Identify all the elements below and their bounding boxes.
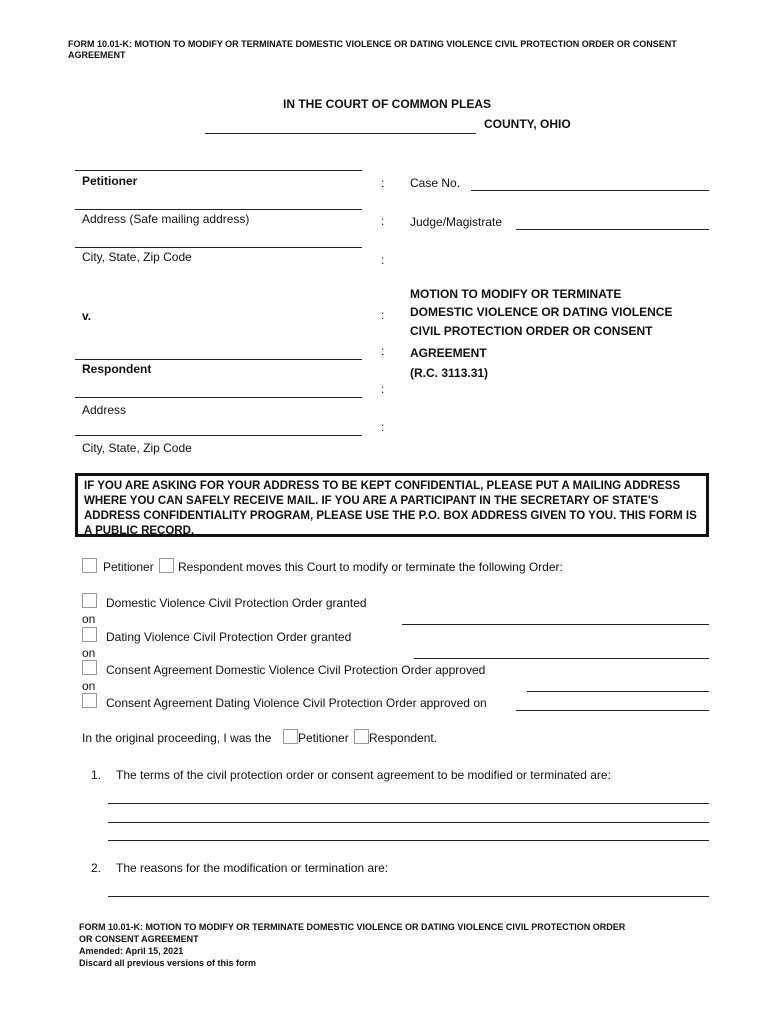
order-on-label: on [82,646,96,660]
motion-title-line5: (R.C. 3113.31) [410,366,489,380]
petitioner-address-line[interactable] [75,209,362,210]
order-dv-cpo-date-line[interactable] [402,624,709,625]
order-consent-dating-date-line[interactable] [516,710,709,711]
colon-divider: : [381,308,385,322]
colon-divider: : [381,382,385,396]
movant-petitioner-label: Petitioner [103,560,154,574]
order-dating-cpo-checkbox[interactable] [82,627,97,642]
order-on-label: on [82,612,96,626]
original-respondent-checkbox[interactable] [354,729,369,744]
county-blank-line[interactable] [205,133,476,134]
petitioner-label: Petitioner [82,174,138,188]
order-consent-dv-label: Consent Agreement Domestic Violence Civil Protection Order approved [106,663,486,677]
respondent-city-label: City, State, Zip Code [82,441,192,455]
order-consent-dv-date-line[interactable] [527,691,709,692]
item-1-number: 1. [91,768,102,782]
order-consent-dv-checkbox[interactable] [82,660,97,675]
colon-divider: : [381,176,385,190]
original-proceeding-label: In the original proceeding, I was the [82,731,272,745]
petitioner-city-line[interactable] [75,247,362,248]
county-label: COUNTY, OHIO [484,117,571,131]
petitioner-name-line[interactable] [75,170,362,171]
colon-divider: : [381,253,385,267]
item-1-answer-line[interactable] [108,822,709,823]
respondent-address-label: Address [82,403,127,417]
motion-title-line2: DOMESTIC VIOLENCE OR DATING VIOLENCE [410,305,673,319]
original-respondent-label: Respondent. [369,731,438,745]
footer-amended-date: Amended: April 15, 2021 [79,946,184,956]
item-2-text: The reasons for the modification or termination are: [116,861,389,875]
footer-form-title-cont: OR CONSENT AGREEMENT [79,934,199,944]
order-dating-cpo-label: Dating Violence Civil Protection Order granted [106,630,352,644]
respondent-label: Respondent [82,362,152,376]
order-dating-cpo-date-line[interactable] [414,658,709,659]
item-2-number: 2. [91,861,102,875]
movant-petitioner-checkbox[interactable] [82,558,97,573]
movant-respondent-checkbox[interactable] [159,558,174,573]
case-no-label: Case No. [410,176,461,190]
respondent-city-line[interactable] [75,435,362,436]
item-1-answer-line[interactable] [108,840,709,841]
versus-label: v. [82,309,92,323]
item-1-text: The terms of the civil protection order or consent agreement to be modified or terminated are: [116,768,611,782]
form-title-header: FORM 10.01-K: MOTION TO MODIFY OR TERMINATE DOMESTIC VIOLENCE OR DATING VIOLENCE CIVIL PROTECTION ORDER OR CONSENT AGREEMENT [68,39,677,60]
order-on-label: on [82,679,96,693]
motion-title-line1: MOTION TO MODIFY OR TERMINATE [410,287,622,301]
petitioner-address-label: Address (Safe mailing address) [82,212,250,226]
order-consent-dating-label: Consent Agreement Dating Violence Civil Protection Order approved on [106,696,487,710]
original-petitioner-checkbox[interactable] [283,729,298,744]
court-name: IN THE COURT OF COMMON PLEAS [283,97,491,111]
judge-field[interactable] [516,229,709,230]
order-consent-dating-checkbox[interactable] [82,693,97,708]
movant-respondent-label: Respondent moves this Court to modify or terminate the following Order: [178,560,563,574]
confidentiality-notice: IF YOU ARE ASKING FOR YOUR ADDRESS TO BE KEPT CONFIDENTIAL, PLEASE PUT A MAILING ADDRESS WHERE YOU CAN SAFELY RECEIVE MAIL. IF YOU ARE A PARTICIPANT IN THE SECRETARY OF STATE'S ADDRESS CONFIDENTIALITY PROGRAM, PLEASE USE THE P.O. BOX ADDRESS GIVEN TO YOU. THIS FORM IS A PUBLIC RECORD. [75,473,709,537]
motion-title-line3: CIVIL PROTECTION ORDER OR CONSENT [410,324,653,338]
order-dv-cpo-label: Domestic Violence Civil Protection Order granted [106,596,367,610]
footer-form-title: FORM 10.01-K: MOTION TO MODIFY OR TERMINATE DOMESTIC VIOLENCE OR DATING VIOLENCE CIVIL PROTECTION ORDER [79,922,626,932]
respondent-address-line[interactable] [75,397,362,398]
original-petitioner-label: Petitioner [298,731,349,745]
order-dv-cpo-checkbox[interactable] [82,593,97,608]
item-2-answer-line[interactable] [108,896,709,897]
colon-divider: : [381,344,385,358]
footer-discard-note: Discard all previous versions of this form [79,958,257,968]
case-no-field[interactable] [471,190,709,191]
respondent-name-line[interactable] [75,359,362,360]
colon-divider: : [381,420,385,434]
petitioner-city-label: City, State, Zip Code [82,250,192,264]
colon-divider: : [381,214,385,228]
motion-title-line4: AGREEMENT [410,346,487,360]
item-1-answer-line[interactable] [108,803,709,804]
judge-label: Judge/Magistrate [410,215,503,229]
